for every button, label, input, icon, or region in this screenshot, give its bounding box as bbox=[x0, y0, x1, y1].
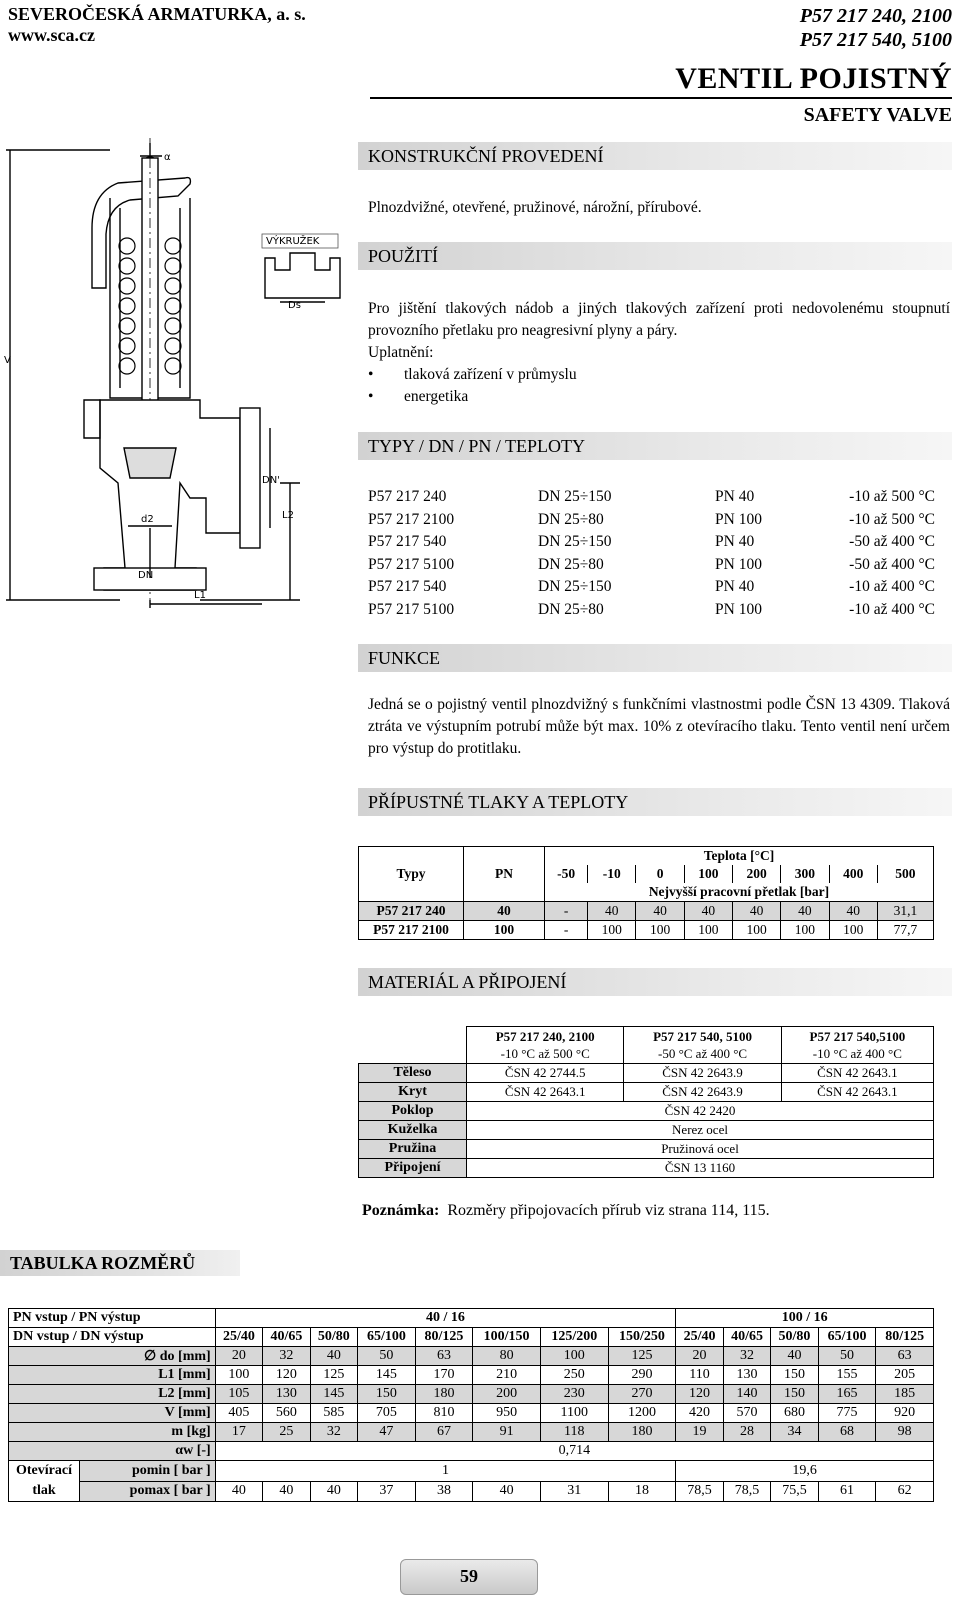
material-row: Kuželka Nerez ocel bbox=[359, 1121, 934, 1140]
col-typy: Typy bbox=[359, 847, 464, 902]
note-label: Poznámka: bbox=[362, 1202, 440, 1219]
page-number-box bbox=[400, 1559, 538, 1595]
section-pouziti-heading: POUŽITÍ bbox=[368, 246, 438, 266]
section-funkce bbox=[358, 644, 952, 672]
konstrukce-text: Plnozdvižné, otevřené, pružinové, nárožní, přírubové. bbox=[368, 199, 702, 216]
ds-label: Ds bbox=[288, 300, 301, 311]
pn-group-1: 40 / 16 bbox=[215, 1309, 676, 1328]
company-name: SEVEROČESKÁ ARMATURKA, a. s. bbox=[8, 4, 306, 24]
nejvyssi-label: Nejvyšší pracovní přetlak [bar] bbox=[545, 883, 934, 902]
col-pn: PN bbox=[464, 847, 545, 902]
section-typy-heading: TYPY / DN / PN / TEPLOTY bbox=[368, 436, 586, 456]
m-row: m [kg] 17 25 32 47 67 91 118 180 19 28 34 68 98 bbox=[9, 1423, 934, 1442]
dimensions-table bbox=[8, 1308, 934, 1502]
temp-cell: 500 bbox=[877, 865, 933, 883]
dn-label: DN bbox=[138, 570, 154, 581]
pomax-row: pomax [ bar ] 40 40 40 37 38 40 31 18 78,5 78,5 75,5 61 62 bbox=[9, 1481, 934, 1502]
note bbox=[362, 1202, 770, 1220]
note-text: Rozměry připojovacích přírub viz strana 114, 115. bbox=[447, 1202, 770, 1219]
section-konstrukce bbox=[358, 142, 952, 170]
types-row: P57 217 540 DN 25÷150 PN 40 -10 až 400 °C bbox=[368, 578, 935, 595]
temp-cell: 100 bbox=[684, 865, 732, 883]
valve-drawing bbox=[0, 138, 355, 608]
pressure-row: P57 217 240 40 - 40 40 40 40 40 40 31,1 bbox=[359, 902, 934, 921]
funkce-text: Jedná se o pojistný ventil plnozdvižný s funkčními vlastnostmi podle ČSN 13 4309. Tlaková ztráta ve výstupním potrubí může být max. 10% z otevíracího tlaku. Tento ventil není určem pro výstup do protitlaku. bbox=[368, 696, 950, 757]
material-row: Těleso ČSN 42 2744.5 ČSN 42 2643.9 ČSN 42 2643.1 bbox=[359, 1064, 934, 1083]
types-row: P57 217 5100 DN 25÷80 PN 100 -10 až 400 °C bbox=[368, 600, 935, 618]
material-col-head: P57 217 240, 2100 -10 °C až 500 °C bbox=[467, 1027, 624, 1064]
temp-cell: 400 bbox=[829, 865, 877, 883]
page-subtitle: SAFETY VALVE bbox=[803, 104, 952, 126]
pn-label: PN vstup / PN výstup bbox=[9, 1309, 216, 1328]
teplota-label: Teplota [°C] bbox=[545, 847, 934, 866]
section-material-heading: MATERIÁL A PŘIPOJENÍ bbox=[368, 972, 567, 992]
section-tlaky bbox=[358, 788, 952, 816]
material-col-head: P57 217 540,5100 -10 °C až 400 °C bbox=[781, 1027, 933, 1064]
material-row: Připojení ČSN 13 1160 bbox=[359, 1159, 934, 1178]
dn-row: DN vstup / DN výstup 25/40 40/65 50/80 65/100 80/125 100/150 125/200 150/250 25/40 40/65 50/80 65/100 80/125 bbox=[9, 1328, 934, 1347]
pressure-table bbox=[358, 846, 934, 940]
temp-cell: -50 bbox=[545, 865, 588, 883]
section-typy bbox=[358, 432, 952, 460]
material-row: Kryt ČSN 42 2643.1 ČSN 42 2643.9 ČSN 42 2643.1 bbox=[359, 1083, 934, 1102]
page-title: VENTIL POJISTNÝ bbox=[675, 62, 952, 95]
l2-row: L2 [mm] 105 130 145 150 180 200 230 270 120 140 150 165 185 bbox=[9, 1385, 934, 1404]
pn-group-2: 100 / 16 bbox=[676, 1309, 934, 1328]
l1-label: L1 bbox=[194, 590, 206, 601]
title-divider bbox=[370, 97, 952, 99]
pomin-row: Otevírací tlak pomin [ bar ] 1 19,6 bbox=[9, 1461, 934, 1482]
temp-cell: 200 bbox=[733, 865, 781, 883]
company-header bbox=[8, 4, 306, 46]
bullet-item: • energetika bbox=[368, 386, 577, 408]
section-funkce-heading: FUNKCE bbox=[368, 648, 441, 668]
types-row: P57 217 5100 DN 25÷80 PN 100 -50 až 400 °C bbox=[368, 555, 935, 573]
section-konstrukce-heading: KONSTRUKČNÍ PROVEDENÍ bbox=[368, 146, 604, 166]
l1-row: L1 [mm] 100 120 125 145 170 210 250 290 110 130 150 155 205 bbox=[9, 1366, 934, 1385]
alpha-row: αw [-] 0,714 bbox=[9, 1442, 934, 1461]
types-row: P57 217 2100 DN 25÷80 PN 100 -10 až 500 °C bbox=[368, 510, 935, 528]
product-codes bbox=[800, 4, 952, 52]
product-codes-line2: P57 217 540, 5100 bbox=[799, 29, 952, 51]
bullet-item: • tlaková zařízení v průmyslu bbox=[368, 364, 577, 386]
temp-cell: 0 bbox=[636, 865, 684, 883]
section-rozmery-heading: TABULKA ROZMĚRŮ bbox=[10, 1253, 196, 1273]
temp-cell: 300 bbox=[781, 865, 829, 883]
pouziti-text: Pro jištění tlakových nádob a jiných tlakových zařízení proti nedovolenému stoupnutí provozního přetlaku pro neagresivní plyny a páry. bbox=[368, 300, 950, 339]
material-row: Pružina Pružinová ocel bbox=[359, 1140, 934, 1159]
pouziti-bullets bbox=[368, 364, 577, 408]
section-tlaky-heading: PŘÍPUSTNÉ TLAKY A TEPLOTY bbox=[368, 792, 629, 812]
v-label: V bbox=[4, 355, 11, 366]
section-material bbox=[358, 968, 952, 996]
do-row: ∅ do [mm] 20 32 40 50 63 80 100 125 20 32 40 50 63 bbox=[9, 1347, 934, 1366]
company-website[interactable]: www.sca.cz bbox=[8, 25, 95, 45]
l2-label: L2 bbox=[282, 510, 294, 521]
types-list bbox=[368, 486, 935, 621]
types-row: P57 217 540 DN 25÷150 PN 40 -50 až 400 °C bbox=[368, 533, 935, 550]
material-table bbox=[358, 1026, 934, 1178]
vykruzek-label: VÝKRUŽEK bbox=[266, 236, 320, 247]
dn-prime-label: DN' bbox=[262, 475, 280, 486]
alpha-label: α bbox=[164, 152, 171, 163]
pressure-row: P57 217 2100 100 - 100 100 100 100 100 100 77,7 bbox=[359, 921, 934, 940]
material-row: Poklop ČSN 42 2420 bbox=[359, 1102, 934, 1121]
v-row: V [mm] 405 560 585 705 810 950 1100 1200 420 570 680 775 920 bbox=[9, 1404, 934, 1423]
page-number: 59 bbox=[460, 1566, 478, 1586]
d2-label: d2 bbox=[141, 514, 154, 525]
section-rozmery bbox=[0, 1250, 240, 1276]
product-codes-line1: P57 217 240, 2100 bbox=[799, 5, 952, 27]
types-row: P57 217 240 DN 25÷150 PN 40 -10 až 500 °C bbox=[368, 488, 935, 505]
section-pouziti bbox=[358, 242, 952, 270]
material-col-head: P57 217 540, 5100 -50 °C až 400 °C bbox=[624, 1027, 781, 1064]
oteviraci-tlak-label: Otevírací tlak bbox=[9, 1461, 80, 1502]
uplatneni-label: Uplatnění: bbox=[368, 344, 434, 361]
temp-cell: -10 bbox=[588, 865, 636, 883]
